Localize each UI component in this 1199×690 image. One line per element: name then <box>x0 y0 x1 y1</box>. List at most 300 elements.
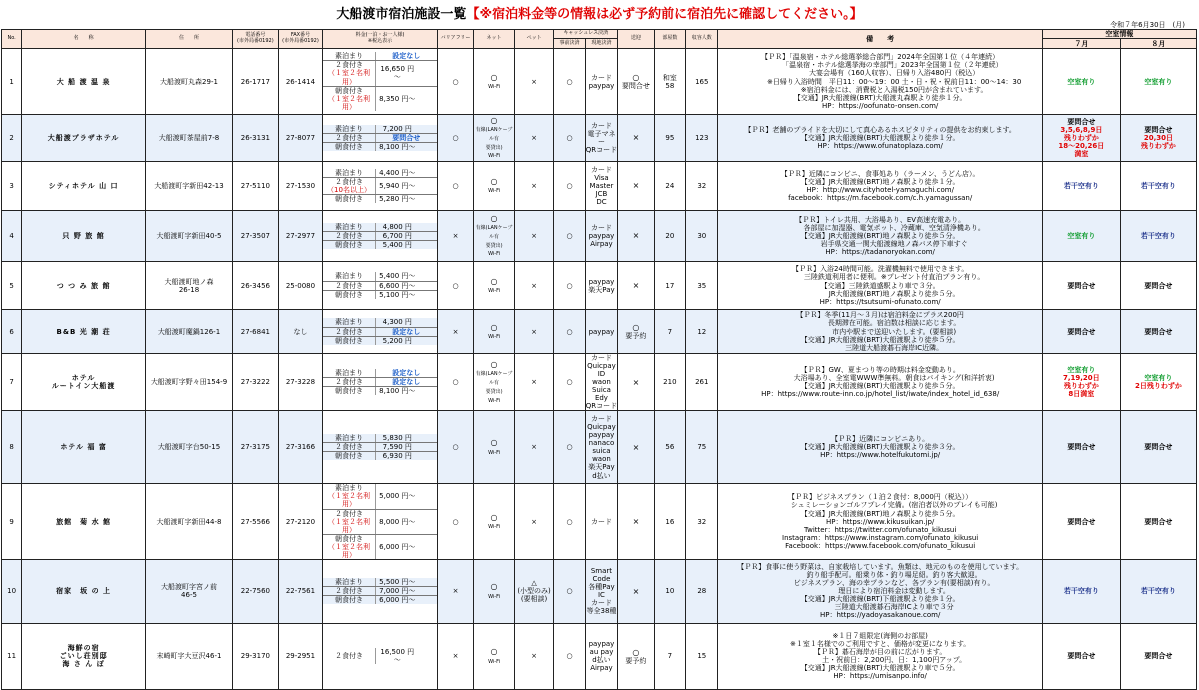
price-value: 6,930 円 <box>375 452 437 461</box>
price-row <box>323 232 437 241</box>
pet-policy: × <box>514 49 554 115</box>
col-address: 住 所 <box>145 30 232 49</box>
price-row <box>323 134 437 143</box>
price-row <box>323 369 437 378</box>
note-line: 「温泉宿・ホテル総選挙海の幸部門」2023年全国第１位（２年連続） <box>757 61 1003 70</box>
pickup-note: 要予約 <box>625 656 647 665</box>
onsite-payment: カード paypay <box>585 49 617 115</box>
price-label <box>323 125 375 134</box>
vacancy-july <box>1042 484 1120 559</box>
prepayment: ○ <box>554 115 585 162</box>
vacancy-line: 要問合せ <box>1067 117 1096 126</box>
pickup <box>618 623 654 689</box>
lodging-table <box>1 29 1197 690</box>
pickup <box>618 310 654 354</box>
vacancy-july <box>1042 559 1120 623</box>
note-line: 各部屋に加湿器、電気ポット、冷蔵庫、空気清浄機あり。 <box>775 223 985 232</box>
price-label <box>323 578 375 587</box>
price-row <box>323 241 437 250</box>
vacancy-august <box>1120 162 1196 211</box>
note-line: 【交通】JR大船渡線(BRT)大船渡駅より徒歩３分。 <box>800 443 960 452</box>
vacancy-july <box>1042 211 1120 262</box>
price-label <box>323 290 375 299</box>
barrier-free: × <box>437 623 473 689</box>
price-value: 8,000 円～ <box>375 509 437 534</box>
facility-name: 海鮮の宿 ごいし荘別邸 海 さ ん ぽ <box>22 623 146 689</box>
vacancy-line: 空室有り <box>1067 232 1096 241</box>
vacancy-line: 8日満室 <box>1068 390 1095 399</box>
notes-cell <box>718 310 1042 354</box>
title-main: 大船渡市宿泊施設一覧 <box>336 7 467 22</box>
price-row <box>323 169 437 178</box>
price-label <box>323 281 375 290</box>
price-list <box>323 369 437 395</box>
price-row <box>323 336 437 345</box>
note-line: 【ＰＲ】碁石海岸が目の前に広がります。 <box>813 648 947 657</box>
price-plan: 朝食付き <box>335 195 364 204</box>
price-value: 8,100 円～ <box>375 387 437 396</box>
price-label <box>323 336 375 345</box>
price-value: 5,280 円～ <box>375 195 437 204</box>
capacity: 35 <box>686 262 718 310</box>
row-number: 9 <box>2 484 22 559</box>
note-line: 【ＰＲ】入浴24時間可能。洗濯機無料で使用できます。 <box>791 265 969 274</box>
price-value: 7,000 円～ <box>375 587 437 596</box>
address: 大船渡町字野々田154-9 <box>145 354 232 411</box>
internet <box>474 115 515 162</box>
price-row <box>323 648 437 664</box>
price-label <box>323 587 375 596</box>
price-list <box>323 648 437 664</box>
address: 大船渡町字新田40-5 <box>145 211 232 262</box>
note-line: 【ＰＲ】「温泉宿・ホテル総選挙総合部門」2024年全国第１位（４年連続） <box>761 53 1000 62</box>
notes-cell <box>718 354 1042 411</box>
note-line: 【交通】JR大船渡線(BRT)地ノ森駅より徒歩５分。 <box>800 232 960 241</box>
vacancy-august <box>1120 484 1196 559</box>
barrier-free: ○ <box>437 49 473 115</box>
vacancy-july <box>1042 162 1120 211</box>
price-value: 設定なし <box>375 327 437 336</box>
price-row <box>323 534 437 559</box>
note-line: 大浴場あり、全室電WWW準無料。朝食はバイキング(和洋折衷) <box>765 374 995 383</box>
room-count: 24 <box>654 162 685 211</box>
capacity: 28 <box>686 559 718 623</box>
internet-mark: ○ <box>490 276 498 286</box>
pickup-mark: × <box>632 516 640 526</box>
tel-number: 26-1717 <box>233 49 279 115</box>
note-line: 土・祝前日：2,200円、日：1,100円アップ。 <box>794 656 967 665</box>
pet-policy: × <box>514 484 554 559</box>
price-label <box>323 378 375 387</box>
price-row <box>323 223 437 232</box>
note-line: 【交通】JR大船渡線(BRT)地ノ森駅より徒歩１分。 <box>800 178 960 186</box>
note-line: Facebook：https://www.facebook.com/ofunato_kikusui <box>785 541 976 550</box>
price-condition: （１室２名利用） <box>328 94 371 111</box>
price-row <box>323 86 437 111</box>
internet-mark: ○ <box>490 322 498 332</box>
room-count: 210 <box>654 354 685 411</box>
title-notice: 【※宿泊料金等の情報は必ず予約前に宿泊先に確認してください。】 <box>466 7 863 22</box>
col-tel: 電話番号 (市外局番0192) <box>233 30 279 49</box>
internet <box>474 411 515 484</box>
note-line: 【交通】JR大船渡線(BRT)地ノ森駅より徒歩５分。 <box>800 509 960 518</box>
price-label <box>323 484 375 509</box>
fax-number: 27-2977 <box>278 211 323 262</box>
tel-number: 22-7560 <box>233 559 279 623</box>
vacancy-line: 空室有り <box>1144 77 1173 86</box>
vacancy-line: 要問合せ <box>1144 443 1173 452</box>
notes-cell <box>718 211 1042 262</box>
barrier-free: × <box>437 211 473 262</box>
prepayment: ○ <box>554 162 585 211</box>
price-plan: 朝食付き <box>335 534 364 543</box>
vacancy-line: 要問合せ <box>1067 652 1096 661</box>
price-cell <box>323 211 438 262</box>
note-line: HP：https://www.ofunatoplaza.com/ <box>817 142 943 151</box>
note-line: ※１室１名様でのご利用ですと、価格が変更になります。 <box>789 640 971 649</box>
vacancy-line: 要問合せ <box>1067 517 1096 526</box>
prepayment: ○ <box>554 354 585 411</box>
tel-number: 27-3222 <box>233 354 279 411</box>
notes-cell <box>718 162 1042 211</box>
price-plan: ２食付き <box>335 587 364 596</box>
vacancy-july <box>1042 262 1120 310</box>
price-cell <box>323 115 438 162</box>
prepayment: ○ <box>554 411 585 484</box>
price-row <box>323 443 437 452</box>
row-number: 8 <box>2 411 22 484</box>
col-net: ネット <box>474 30 515 49</box>
price-plan: 素泊まり <box>335 318 364 327</box>
price-plan: 素泊まり <box>335 484 364 493</box>
room-count: 16 <box>654 484 685 559</box>
internet-type: Wi-Fi <box>488 449 501 456</box>
price-value: 設定なし <box>375 369 437 378</box>
vacancy-line: 若干空有り <box>1063 587 1099 596</box>
col-notes: 備 考 <box>718 30 1042 49</box>
note-line: 大宴会場有（160人収容）、日帰り入浴480円（税込） <box>781 69 980 78</box>
pickup <box>618 484 654 559</box>
vacancy-line: 3,5,6,8,9日 <box>1060 125 1103 134</box>
pet-policy: × <box>514 211 554 262</box>
row-number: 3 <box>2 162 22 211</box>
price-value: 6,600 円～ <box>375 281 437 290</box>
address: 大船渡町字台50-15 <box>145 411 232 484</box>
room-count: 95 <box>654 115 685 162</box>
price-row <box>323 61 437 86</box>
vacancy-august <box>1120 623 1196 689</box>
barrier-free: ○ <box>437 115 473 162</box>
onsite-payment: Smart Code 各種Pay IC カード 等全38種 <box>585 559 617 623</box>
pickup <box>618 115 654 162</box>
price-row <box>323 596 437 605</box>
price-label <box>323 223 375 232</box>
internet-mark: ○ <box>490 647 498 657</box>
vacancy-line: 残りわずか <box>1063 134 1099 143</box>
capacity: 261 <box>686 354 718 411</box>
price-list <box>323 223 437 249</box>
price-plan: 朝食付き <box>335 143 364 152</box>
pickup-note: 要問合せ <box>621 82 650 91</box>
price-cell <box>323 411 438 484</box>
internet <box>474 49 515 115</box>
price-label <box>323 434 375 443</box>
price-plan: 素泊まり <box>335 124 364 133</box>
row-number: 11 <box>2 623 22 689</box>
address: 大船渡町字新田42-13 <box>145 162 232 211</box>
note-line: HP：https://tadanoryokan.com/ <box>825 248 935 257</box>
note-line: HP：https://umisanpo.info/ <box>833 672 927 681</box>
address: 大船渡町茶屋前7-8 <box>145 115 232 162</box>
tel-number: 27-3175 <box>233 411 279 484</box>
note-line: シュミレーションゴルフプレイ完備。(宿泊者以外のプレイも可能) <box>762 501 998 510</box>
note-line: 三陸鉄道利用者に便利。※プレゼント付直泊プラン有り。 <box>775 273 985 282</box>
internet <box>474 484 515 559</box>
price-row <box>323 387 437 396</box>
note-line: Instagram：https://www.instagram.com/ofunato_kikusui <box>782 533 979 542</box>
price-cell <box>323 310 438 354</box>
price-value: 5,100 円～ <box>375 290 437 299</box>
price-row <box>323 509 437 534</box>
price-plan: 朝食付き <box>335 596 364 605</box>
price-value: 4,400 円～ <box>375 169 437 178</box>
note-line: 【交通】三陸鉄道盛駅より車で３分。 <box>820 281 940 290</box>
row-number: 10 <box>2 559 22 623</box>
col-name: 名 称 <box>22 30 146 49</box>
price-plan: 素泊まり <box>335 168 364 177</box>
note-line: HP：https://tsutsumi-ofunato.com/ <box>819 297 941 306</box>
pickup-mark: × <box>632 181 640 191</box>
note-line: 【ＰＲ】老舗のプライドを大切にして真心あるホスピタリティの提供をお約束します。 <box>744 125 1016 134</box>
internet-mark: ○ <box>490 72 498 82</box>
note-line: 【交通】JR大船渡線(BRT)大船渡駅より徒歩５分。 <box>800 335 960 344</box>
price-plan: 朝食付き <box>335 387 364 396</box>
col-cashless-pre: 事前決済 <box>554 39 585 49</box>
room-count: 17 <box>654 262 685 310</box>
price-value: 5,200 円 <box>375 336 437 345</box>
price-list <box>323 272 437 298</box>
note-line: ※宿泊料金には、消費税と入湯税150円が含まれています。 <box>772 85 988 94</box>
pet-policy: × <box>514 115 554 162</box>
note-line: Twitter：https://twitter.com/ofunato_kikusui <box>804 525 957 534</box>
vacancy-line: 要問合せ <box>1067 443 1096 452</box>
price-plan: 素泊まり <box>335 272 364 281</box>
notes-cell <box>718 484 1042 559</box>
price-plan: ２食付き <box>335 652 364 661</box>
vacancy-july <box>1042 354 1120 411</box>
room-count: 7 <box>654 623 685 689</box>
notes-cell <box>718 262 1042 310</box>
fax-number: 27-8077 <box>278 115 323 162</box>
price-cell <box>323 162 438 211</box>
note-line: 【交通】JR大船渡線(BRT)大船渡丸森駅より徒歩１分。 <box>793 93 967 102</box>
price-cell <box>323 262 438 310</box>
fax-number: 29-2951 <box>278 623 323 689</box>
price-row <box>323 272 437 281</box>
price-value: 7,200 円 <box>375 125 437 134</box>
barrier-free: ○ <box>437 162 473 211</box>
address: 大船渡町魔鍋126-1 <box>145 310 232 354</box>
onsite-payment: paypay 楽天Pay <box>585 262 617 310</box>
price-label <box>323 534 375 559</box>
internet-type: Wi-Fi <box>488 188 501 195</box>
price-plan: ２食付き <box>335 61 364 70</box>
col-vacancy: 空室情報 <box>1042 30 1196 39</box>
internet-type: Wi-Fi <box>488 83 501 90</box>
note-line: ※日帰り入浴時間 平日11：00～19：00 土・日・祝・祝前日11：00～14：30 <box>738 77 1022 86</box>
vacancy-august <box>1120 411 1196 484</box>
fax-number: 25-0080 <box>278 262 323 310</box>
pet-policy: × <box>514 411 554 484</box>
pickup-note: 要予約 <box>625 332 647 341</box>
facility-name: 旅館 菊 水 館 <box>22 484 146 559</box>
price-label <box>323 596 375 605</box>
price-plan: ２食付き <box>335 232 364 241</box>
barrier-free: ○ <box>437 484 473 559</box>
facility-name: シティホテル 山 口 <box>22 162 146 211</box>
barrier-free: × <box>437 559 473 623</box>
note-line: 市内や駅まで送迎いたします。(要相談) <box>804 327 957 336</box>
room-count: 10 <box>654 559 685 623</box>
vacancy-line: 残りわずか <box>1140 142 1176 151</box>
price-condition: （１室２名利用） <box>328 69 371 86</box>
pickup <box>618 49 654 115</box>
note-line: 【ＰＲ】トイレ共用、大浴場あり、EV高速充電あり。 <box>795 215 966 224</box>
vacancy-august <box>1120 262 1196 310</box>
price-plan: ２食付き <box>335 134 364 143</box>
facility-name: ホテル 福 富 <box>22 411 146 484</box>
vacancy-july <box>1042 411 1120 484</box>
capacity: 12 <box>686 310 718 354</box>
internet <box>474 162 515 211</box>
facility-name: B&B 光 潮 荘 <box>22 310 146 354</box>
vacancy-line: 空室有り <box>1067 366 1096 375</box>
fax-number: 27-1530 <box>278 162 323 211</box>
table-row <box>2 310 1197 354</box>
note-line: 【ＰＲ】近隣にコンビニあり。 <box>831 435 930 444</box>
internet-mark: ○ <box>490 582 498 592</box>
vacancy-line: 要問合せ <box>1144 517 1173 526</box>
tel-number: 29-3170 <box>233 623 279 689</box>
page-title <box>0 3 1199 22</box>
pickup <box>618 411 654 484</box>
col-fax: FAX番号 (市外局番0192) <box>278 30 323 49</box>
price-row <box>323 378 437 387</box>
pickup-mark: ○ <box>632 72 640 82</box>
tel-number: 27-5110 <box>233 162 279 211</box>
note-line: 【ＰＲ】GW、夏まつり等の時期は料金変動あり。 <box>800 366 960 375</box>
facility-name: つ つ み 旅 館 <box>22 262 146 310</box>
price-plan: 素泊まり <box>335 434 364 443</box>
price-plan: ２食付き <box>335 281 364 290</box>
tel-number: 26-3456 <box>233 262 279 310</box>
facility-name: 宿家 坂 の 上 <box>22 559 146 623</box>
pickup-mark: × <box>632 442 640 452</box>
col-pickup: 送迎 <box>618 30 654 49</box>
notes-cell <box>718 49 1042 115</box>
prepayment: ○ <box>554 484 585 559</box>
internet-mark: ○ <box>490 213 498 223</box>
vacancy-line: 要問合せ <box>1144 327 1173 336</box>
internet <box>474 623 515 689</box>
price-value: 5,000 円～ <box>375 484 437 509</box>
pickup <box>618 354 654 411</box>
price-condition: （１室２名利用） <box>328 517 371 534</box>
note-line: HP：https://yadoyasakanoue.com/ <box>819 611 941 620</box>
onsite-payment: カード 電子マネー QRコード <box>585 115 617 162</box>
table-row <box>2 623 1197 689</box>
note-line: 長期滞在可能。宿泊数は相談に応じます。 <box>799 319 961 328</box>
prepayment: ○ <box>554 623 585 689</box>
internet-type: 有線(LANケーブル有 要貸出) Wi-Fi <box>475 371 513 404</box>
price-label <box>323 318 375 327</box>
price-label <box>323 195 375 204</box>
tel-number: 27-3507 <box>233 211 279 262</box>
price-value: 要問合せ <box>375 134 437 143</box>
row-number: 4 <box>2 211 22 262</box>
table-row <box>2 115 1197 162</box>
barrier-free: × <box>437 310 473 354</box>
note-line: 三陸道大船渡碁石海岸ICより車で３分 <box>806 603 954 612</box>
capacity: 75 <box>686 411 718 484</box>
price-label <box>323 52 375 61</box>
pickup <box>618 559 654 623</box>
note-line: HP：http://www.cityhotel-yamaguchi.com/ <box>806 186 954 195</box>
onsite-payment: カード Visa Master JCB DC <box>585 162 617 211</box>
onsite-payment: カード Quicpay ID waon Suica Edy QRコード <box>585 354 618 411</box>
price-label <box>323 369 375 378</box>
price-label <box>323 61 375 86</box>
col-cashless-local: 現地決済 <box>585 39 617 49</box>
price-label <box>323 134 375 143</box>
vacancy-july <box>1042 115 1120 162</box>
table-row <box>2 484 1197 559</box>
col-no: No. <box>2 30 22 49</box>
table-row <box>2 162 1197 211</box>
note-line: HP：https://oofunato-onsen.com/ <box>822 101 939 110</box>
col-cashless: キャッシュレス決済 <box>554 30 618 39</box>
price-row <box>323 290 437 299</box>
price-cell <box>323 49 438 115</box>
table-row <box>2 49 1197 115</box>
price-label <box>323 452 375 461</box>
internet <box>474 262 515 310</box>
onsite-payment: paypay <box>585 310 617 354</box>
vacancy-august <box>1120 211 1196 262</box>
price-value: 16,650 円～ <box>375 61 437 86</box>
note-line: 【ＰＲ】ビジネスプラン（１泊２食付：8,000円（税込）） <box>787 493 973 502</box>
price-value: 8,350 円～ <box>375 86 437 111</box>
notes-cell <box>718 559 1042 623</box>
vacancy-line: 満室 <box>1074 150 1089 159</box>
price-label <box>323 232 375 241</box>
vacancy-line: 空室有り <box>1067 77 1096 86</box>
price-value: 設定なし <box>375 52 437 61</box>
note-line: ※１日７組限定(海側のお部屋) <box>832 632 928 641</box>
pet-policy: × <box>514 623 554 689</box>
fax-number: なし <box>278 310 323 354</box>
pickup <box>618 211 654 262</box>
price-plan: 朝食付き <box>335 86 364 95</box>
price-value: 7,590 円 <box>375 443 437 452</box>
vacancy-line: 要問合せ <box>1144 652 1173 661</box>
price-cell <box>323 559 438 623</box>
vacancy-july <box>1042 49 1120 115</box>
note-line: 岩手県交通一関大船渡線地ノ森バス停下車すぐ <box>792 240 968 249</box>
internet-type: Wi-Fi <box>488 523 501 530</box>
price-plan: 朝食付き <box>335 290 364 299</box>
tel-number: 26-3131 <box>233 115 279 162</box>
